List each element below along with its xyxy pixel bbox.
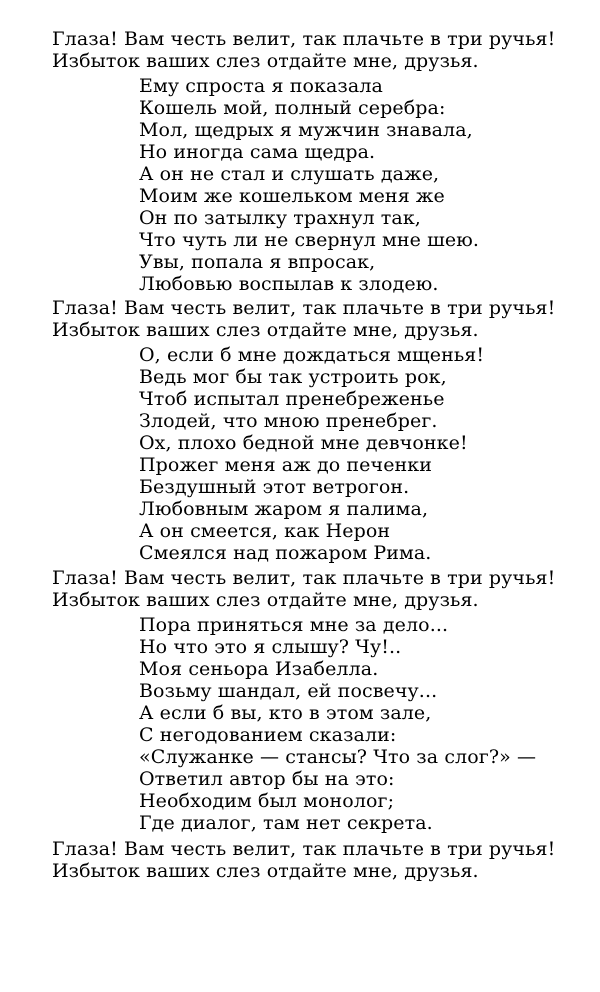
- verse-line: Моим же кошельком меня же: [139, 185, 445, 207]
- verse-line: Пора приняться мне за дело...: [139, 614, 449, 636]
- refrain-line-2: Избыток ваших слез отдайте мне, друзья.: [52, 50, 479, 72]
- verse-line: Прожег меня аж до печенки: [139, 454, 433, 476]
- verse-line: Ведь мог бы так устроить рок,: [139, 366, 447, 388]
- verse-line: Мол, щедрых я мужчин знавала,: [139, 119, 473, 141]
- verse-line: Смеялся над пожаром Рима.: [139, 542, 432, 564]
- verse-line: Что чуть ли не свернул мне шею.: [139, 229, 480, 251]
- verse-line: Но иногда сама щедра.: [139, 141, 376, 163]
- verse-line: Моя сеньора Изабелла.: [139, 658, 379, 680]
- refrain-line-2: Избыток ваших слез отдайте мне, друзья.: [52, 860, 479, 882]
- verse-line: А если б вы, кто в этом зале,: [139, 702, 432, 724]
- verse-line: Необходим был монолог;: [139, 790, 395, 812]
- verse-line: Где диалог, там нет секрета.: [139, 812, 433, 834]
- verse-line: Любовным жаром я палима,: [139, 498, 429, 520]
- verse-line: Ответил автор бы на это:: [139, 768, 395, 790]
- verse-line: Но что это я слышу? Чу!..: [139, 636, 402, 658]
- verse-line: Он по затылку трахнул так,: [139, 207, 421, 229]
- refrain-line-2: Избыток ваших слез отдайте мне, друзья.: [52, 319, 479, 341]
- verse-line: Злодей, что мною пренебрег.: [139, 410, 438, 432]
- verse-line: А он не стал и слушать даже,: [139, 163, 440, 185]
- refrain-line-1: Глаза! Вам честь велит, так плачьте в три ручья!: [52, 567, 556, 589]
- verse-line: Ох, плохо бедной мне девчонке!: [139, 432, 468, 454]
- verse-line: Кошель мой, полный серебра:: [139, 97, 446, 119]
- verse-line: «Служанке — стансы? Что за слог?» —: [139, 746, 537, 768]
- refrain-line-1: Глаза! Вам честь велит, так плачьте в три ручья!: [52, 297, 556, 319]
- verse-line: Чтоб испытал пренебреженье: [139, 388, 445, 410]
- verse-line: Возьму шандал, ей посвечу...: [139, 680, 438, 702]
- refrain-line-1: Глаза! Вам честь велит, так плачьте в три ручья!: [52, 28, 556, 50]
- refrain-line-1: Глаза! Вам честь велит, так плачьте в три ручья!: [52, 838, 556, 860]
- verse-line: Увы, попала я впросак,: [139, 251, 376, 273]
- verse-line: О, если б мне дождаться мщенья!: [139, 344, 485, 366]
- verse-line: С негодованием сказали:: [139, 724, 397, 746]
- verse-line: Бездушный этот ветрогон.: [139, 476, 410, 498]
- verse-line: Ему спроста я показала: [139, 75, 383, 97]
- refrain-line-2: Избыток ваших слез отдайте мне, друзья.: [52, 589, 479, 611]
- verse-line: А он смеется, как Нерон: [139, 520, 391, 542]
- verse-line: Любовью воспылав к злодею.: [139, 273, 439, 295]
